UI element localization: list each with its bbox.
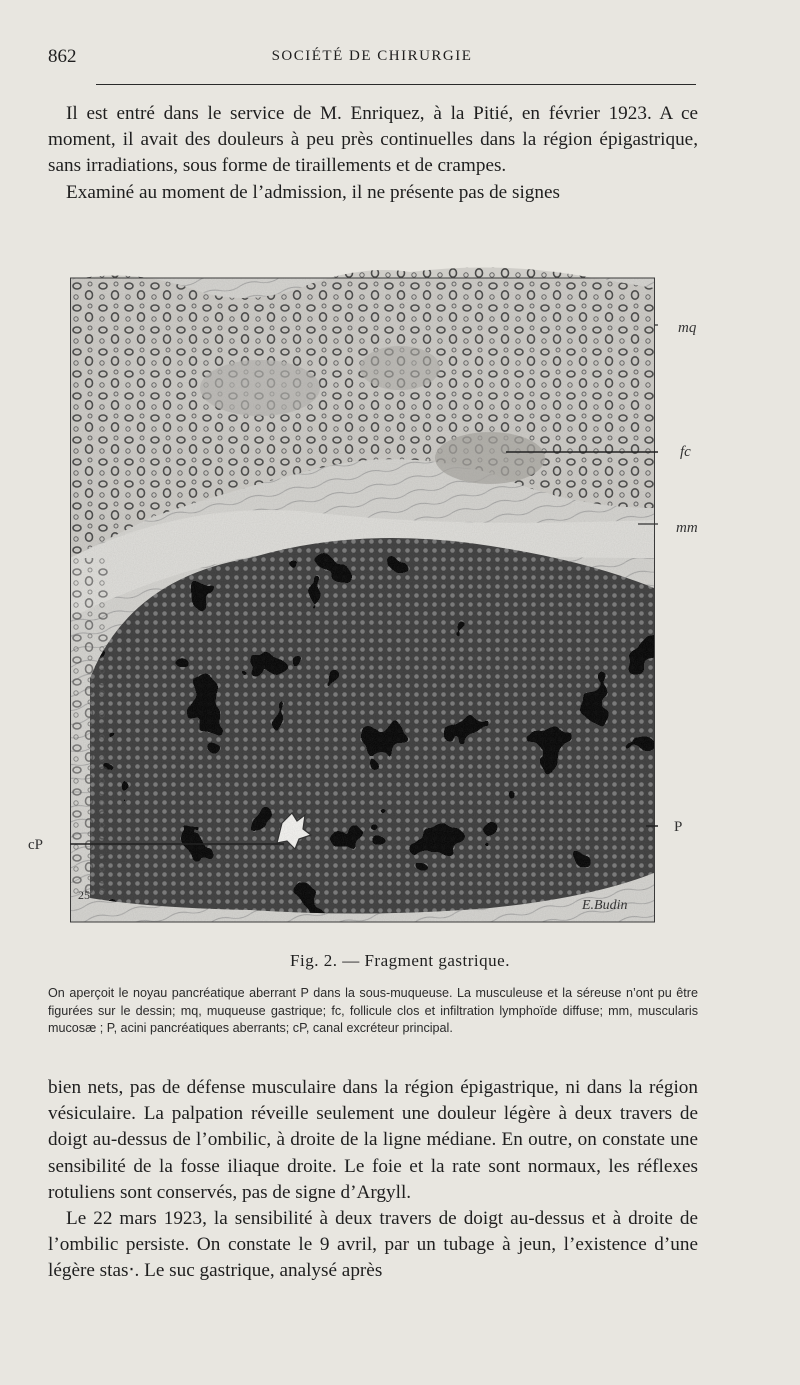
paragraph: bien nets, pas de défense musculaire dans la région épigastrique, ni dans la région vésiculaire. La palpation réveille seulement une douleur légère à deux travers de doigt au-dessus de l’ombilic, à droite de la ligne médiane. En outre, on constate une sensibilité de la fosse iliaque droite. Le foie et la rate sont normaux, les réflexes rotuliens sont conservés, pas de signe d’Argyll. — [48, 1077, 698, 1203]
body-text-top — [48, 101, 698, 206]
figure-caption-title: Fig. 2. — Fragment gastrique. — [290, 951, 510, 970]
histology-drawing — [70, 258, 658, 924]
label-cP: cP — [28, 837, 43, 853]
label-P: P — [674, 819, 683, 835]
page-number: 862 — [48, 46, 77, 67]
figure-caption-body — [48, 985, 698, 1038]
label-mq: mq — [678, 320, 697, 336]
body-text-bottom — [48, 1075, 698, 1285]
artist-signature: E.Budin — [582, 898, 628, 913]
paragraph: Examiné au moment de l’admission, il ne présente pas de signes — [66, 181, 560, 203]
header-rule — [96, 84, 696, 85]
page-header — [48, 46, 696, 74]
paragraph: Il est entré dans le service de M. Enriquez, à la Pitié, en février 1923. A ce moment, il avait des douleurs à peu près continuelles dans la région épigastrique, sans irradiations, sous forme de tiraillements et de crampes. — [48, 103, 698, 177]
running-head: SOCIÉTÉ DE CHIRURGIE — [271, 48, 473, 64]
label-mm: mm — [676, 520, 698, 536]
paragraph: Le 22 mars 1923, la sensibilité à deux travers de doigt au-dessus et à droite de l’ombilic persiste. On constate le 9 avril, par un tubage à jeun, l’existence d’une légère stas‧. Le suc gastrique, analysé après — [48, 1208, 698, 1282]
scale-number: 25 — [78, 888, 90, 902]
caption-text: On aperçoit le noyau pancréatique aberrant P dans la sous-muqueuse. La musculeuse et la séreuse n’ont pu être figurées sur le dessin; mq, muqueuse gastrique; fc, follicule clos et infiltration lymphoïde diffuse; mm, muscularis mucosæ ; P, acini pancréatiques aberrants; cP, canal excréteur principal. — [48, 986, 698, 1036]
histology-figure — [28, 258, 698, 924]
label-fc: fc — [680, 444, 691, 460]
